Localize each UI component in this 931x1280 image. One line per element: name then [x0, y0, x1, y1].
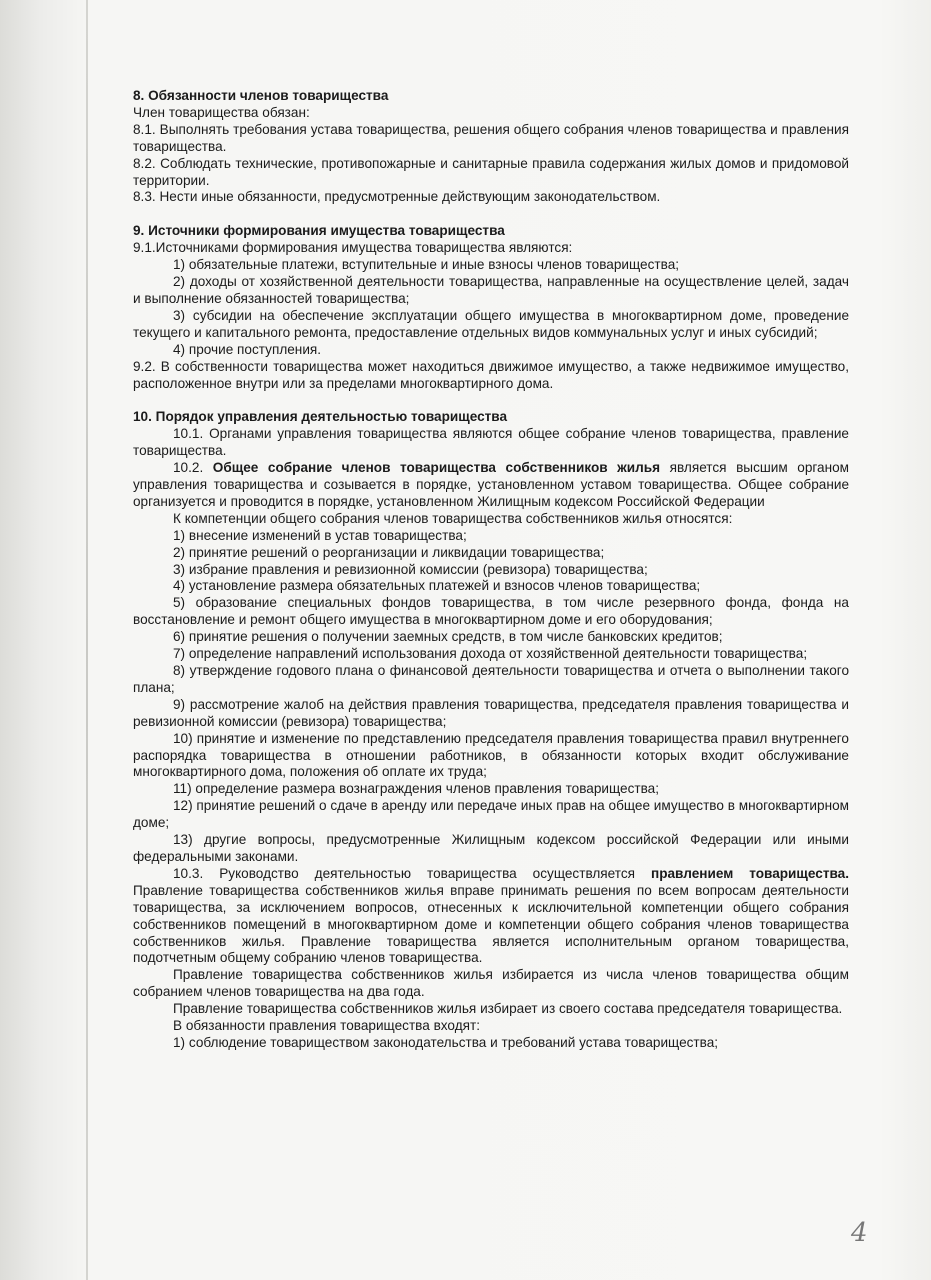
p102-bold: Общее собрание членов товарищества собственников жилья: [212, 460, 661, 476]
sec9-item: 2) доходы от хозяйственной деятельности товарищества, направленные на осуществление целей, задач и выполнение обязанностей товарищества;: [133, 274, 849, 306]
sec9-item: 1) обязательные платежи, вступительные и иные взносы членов товарищества;: [173, 257, 680, 273]
sec9-intro: 9.1.Источниками формирования имущества товарищества являются:: [133, 240, 573, 256]
duty-item: 1) соблюдение товариществом законодательства и требований устава товарищества;: [173, 1034, 719, 1050]
sec10-p101: 10.1. Органами управления товарищества являются общее собрание членов товарищества, правление товарищества.: [133, 426, 849, 459]
duties-intro: В обязанности правления товарищества входят:: [173, 1018, 480, 1034]
page-number: 4: [851, 1218, 868, 1248]
competence-intro: К компетенции общего собрания членов товарищества собственников жилья относятся:: [173, 510, 733, 526]
sec8-line: Член товарищества обязан:: [133, 104, 310, 120]
competence-item: 13) другие вопросы, предусмотренные Жилищным кодексом российской Федерации или иными федеральными законами.: [133, 832, 849, 864]
competence-item: 7) определение направлений использования дохода от хозяйственной деятельности товарищества;: [173, 646, 808, 662]
p102-number: 10.2.: [173, 460, 213, 476]
document-body: [133, 88, 849, 1052]
competence-item: 9) рассмотрение жалоб на действия правления товарищества, председателя правления товарищества и ревизионной комиссии (ревизора) товарищества;: [133, 696, 849, 729]
p103-lead: 10.3. Руководство деятельностью товарищества осуществляется: [173, 865, 651, 881]
binding-gutter: [86, 0, 88, 1280]
p103-rest: Правление товарищества собственников жилья вправе принимать решения по всем вопросам деятельности товарищества, за исключением вопросов, отнесенных к исключительной компетенции общего собрания собственников помещений в многоквартирном доме и компетенции общего собрания членов товарищества собственников жилья. Правление товарищества является исполнительным органом товарищества, подотчетным общему собранию членов товарищества.: [133, 882, 849, 966]
sec8-line: 8.3. Нести иные обязанности, предусмотренные действующим законодательством.: [133, 189, 661, 205]
sec9-item: 4) прочие поступления.: [173, 341, 322, 357]
competence-item: 10) принятие и изменение по представлению председателя правления товарищества правил внутреннего распорядка товарищества в отношении работников, в обязанности которых входит обслуживание многоквартирного дома, положения об оплате их труда;: [133, 730, 849, 780]
p102-rest: является высшим органом управления товарищества и созывается в порядке, установленном уставом товарищества. Общее собрание организуется и проводится в порядке, установленном Жилищным кодексом Российской Федерации: [133, 460, 850, 509]
competence-item: 2) принятие решений о реорганизации и ликвидации товарищества;: [173, 544, 605, 560]
board-elected: Правление товарищества собственников жилья избирается из числа членов товарищества общим собранием членов товарищества на два года.: [133, 967, 849, 1000]
sec10-p103: [133, 866, 849, 967]
competence-item: 1) внесение изменений в устав товарищества;: [173, 527, 467, 543]
competence-item: 5) образование специальных фондов товарищества, в том числе резервного фонда, фонда на восстановление и ремонт общего имущества в многоквартирном доме и его оборудования;: [133, 595, 849, 628]
competence-item: 3) избрание правления и ревизионной комиссии (ревизора) товарищества;: [173, 561, 648, 577]
sec10-p102: [133, 460, 849, 511]
sec8-line: 8.2. Соблюдать технические, противопожарные и санитарные правила содержания жилых домов и придомовой территории.: [133, 155, 849, 188]
p103-bold: правлением товарищества.: [650, 865, 850, 881]
competence-item: 4) установление размера обязательных платежей и взносов членов товарищества;: [173, 578, 701, 594]
competence-item: 12) принятие решений о сдаче в аренду или передаче иных прав на общее имущество в многоквартирном доме;: [133, 798, 849, 831]
competence-item: 11) определение размера вознаграждения членов правления товарищества;: [173, 781, 660, 797]
section-9-title: 9. Источники формирования имущества товарищества: [133, 223, 505, 239]
competence-item: 8) утверждение годового плана о финансовой деятельности товарищества и отчета о выполнении такого плана;: [133, 663, 849, 695]
sec9-p92: 9.2. В собственности товарищества может находиться движимое имущество, а также недвижимое имущество, расположенное внутри или за пределами многоквартирного дома.: [133, 358, 849, 391]
section-10-title: 10. Порядок управления деятельностью товарищества: [133, 409, 508, 425]
competence-item: 6) принятие решения о получении заемных средств, в том числе банковских кредитов;: [173, 629, 723, 645]
sec8-line: 8.1. Выполнять требования устава товарищества, решения общего собрания членов товарищества и правления товарищества.: [133, 121, 849, 154]
board-chair: Правление товарищества собственников жилья избирает из своего состава председателя товарищества.: [173, 1001, 843, 1017]
sec9-item: 3) субсидии на обеспечение эксплуатации общего имущества в многоквартирном доме, проведение текущего и капитального ремонта, предоставление отдельных видов коммунальных услуг и иных субсидий;: [133, 307, 849, 340]
section-8-title: 8. Обязанности членов товарищества: [133, 88, 389, 103]
